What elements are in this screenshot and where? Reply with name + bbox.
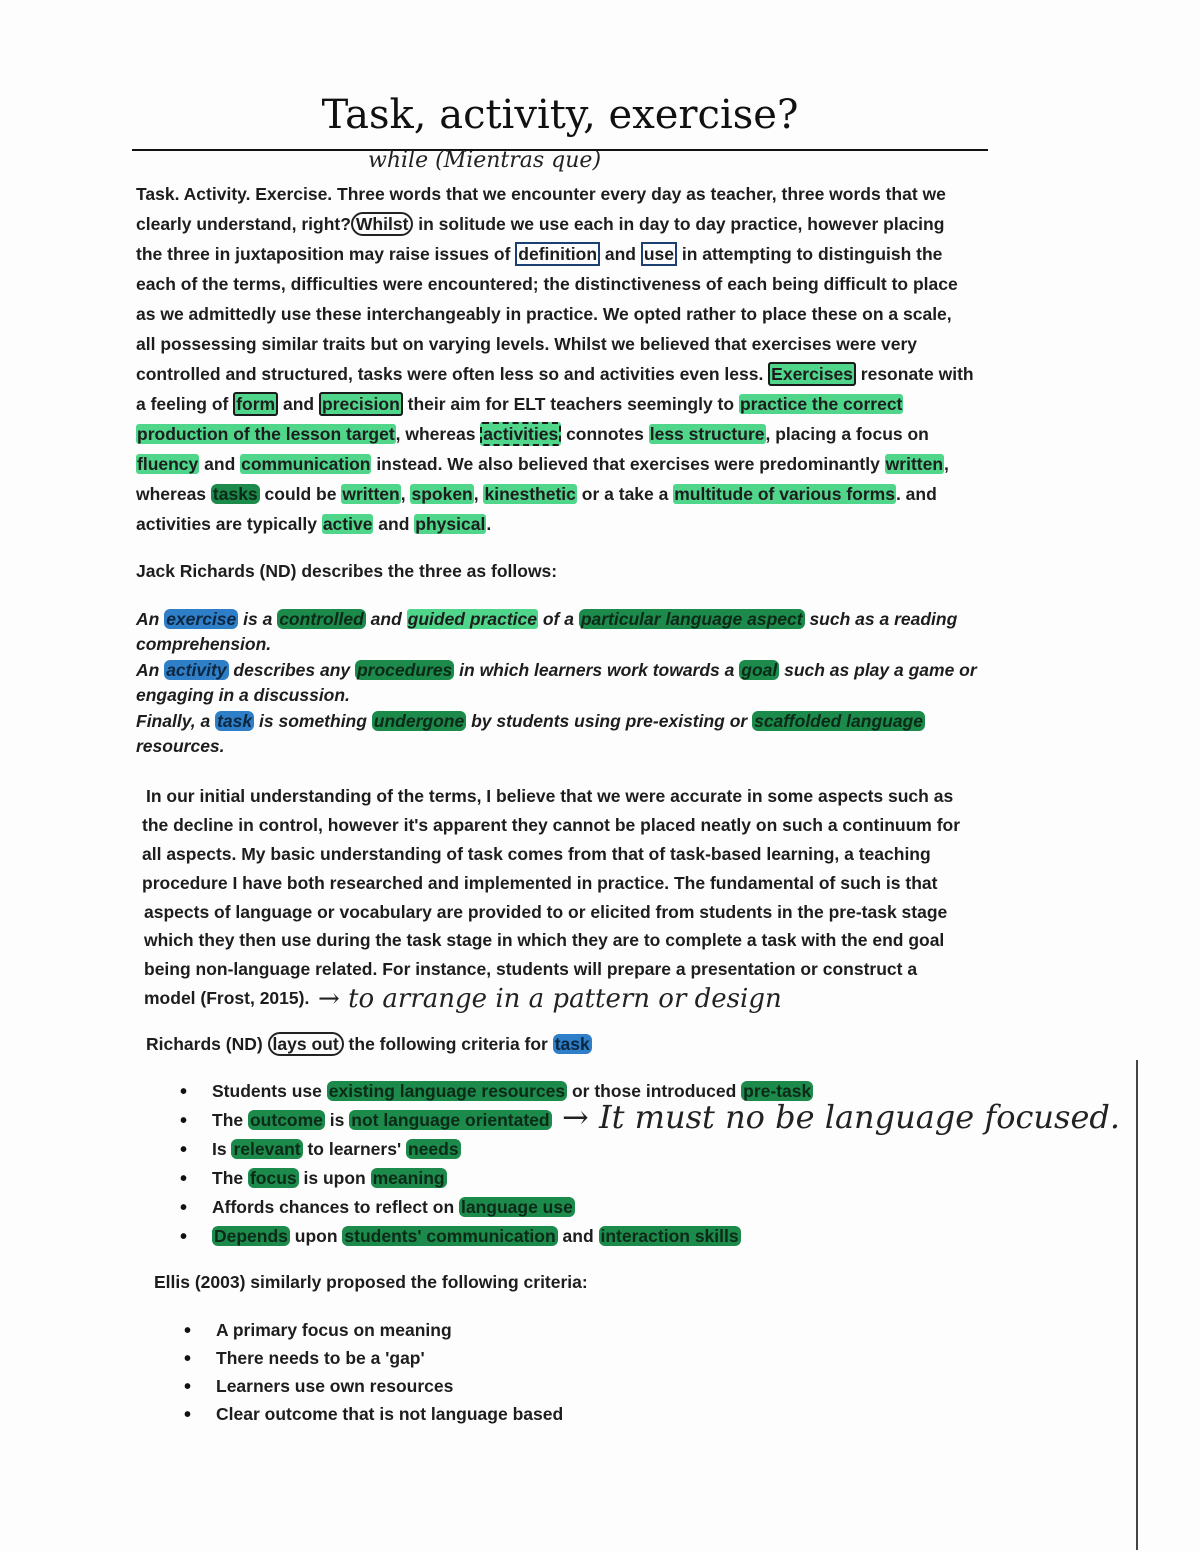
para1-line-10: fluency and communication instead. We also believed that exercises were predominantly written,: [137, 454, 949, 474]
page-title: Task, activity, exercise?: [321, 92, 799, 138]
highlight-meaning: meaning: [372, 1168, 445, 1188]
def-exercise-line-1: An exercise is a controlled and guided practice of a particular language aspect such as a reading: [136, 609, 958, 629]
highlight-written: written: [885, 454, 944, 474]
highlight-task-criteria: task: [554, 1034, 590, 1054]
para1-line-8: a feeling of form and precision their aim for ELT teachers seemingly to practice the correct: [136, 394, 903, 414]
page-edge-shadow: [1136, 1060, 1138, 1550]
highlight-activity: activity: [166, 660, 227, 680]
highlight-spoken: spoken: [411, 484, 473, 504]
ellis-item: • Clear outcome that is not language based: [216, 1404, 563, 1425]
highlight-tasks: tasks: [212, 484, 258, 504]
highlight-less-structure: less structure: [649, 424, 765, 444]
para2-line-7: being non-language related. For instance, students will prepare a presentation or construct a: [144, 959, 918, 979]
para1-line-9: production of the lesson target, whereas activities connotes less structure, placing a focus on: [137, 424, 929, 444]
highlight-existing-resources: existing language resources: [328, 1081, 566, 1101]
boxed-word-precision: precision: [319, 392, 403, 416]
highlight-communication: communication: [241, 454, 371, 474]
highlight-pre-task: pre-task: [743, 1081, 812, 1101]
richards-criteria-intro: Richards (ND) lays out the following criteria for task: [146, 1034, 590, 1054]
def-activity-line-2: engaging in a discussion.: [136, 685, 350, 705]
circled-lays-out: lays out: [268, 1032, 344, 1056]
highlight-interaction-skills: interaction skills: [600, 1226, 739, 1246]
boxed-word-exercises: Exercises: [768, 362, 856, 386]
highlight-production: production of the lesson target: [137, 424, 395, 444]
highlight-task: task: [217, 711, 253, 731]
criteria-item: • Affords chances to reflect on language use: [212, 1197, 575, 1218]
highlight-undergone: undergone: [373, 711, 465, 731]
highlight-not-language: not language orientated: [351, 1110, 550, 1130]
para1-line-2: clearly understand, right? Whilst in solitude we use each in day to day practice, however placing: [136, 214, 945, 234]
highlight-relevant: relevant: [233, 1139, 301, 1159]
highlight-procedures: procedures: [356, 660, 453, 680]
handwritten-note-focused: → It must no be language focused.: [562, 1098, 1121, 1136]
highlight-particular-language: particular language aspect: [580, 609, 803, 629]
para2-line-3: all aspects. My basic understanding of task comes from that of task-based learning, a teaching: [142, 844, 931, 864]
highlight-students-communication: students' communication: [344, 1226, 556, 1246]
para2-line-1: In our initial understanding of the terms, I believe that we were accurate in some aspects such as: [146, 786, 954, 806]
criteria-item: • Students use existing language resources or those introduced pre-task: [212, 1081, 813, 1102]
highlight-exercise: exercise: [166, 609, 237, 629]
boxed-word-form: form: [233, 392, 278, 416]
para1-line-11: whereas tasks could be written, spoken, kinesthetic or a take a multitude of various forms. and: [136, 484, 937, 504]
para2-line-8: model (Frost, 2015).: [144, 988, 310, 1008]
para2-line-2: the decline in control, however it's apparent they cannot be placed neatly on such a continuum for: [142, 815, 961, 835]
ellis-intro: Ellis (2003) similarly proposed the following criteria:: [154, 1272, 588, 1292]
boxed-word-activities: activities: [480, 422, 561, 446]
def-task-line-1: Finally, a task is something undergone by students using pre-existing or scaffolded language: [136, 711, 923, 731]
highlight-guided-practice: guided practice: [407, 609, 537, 629]
para2-line-6: which they then use during the task stage in which they are to complete a task with the end goal: [144, 930, 945, 950]
def-exercise-line-2: comprehension.: [136, 634, 272, 654]
highlight-practice: practice the correct: [739, 394, 903, 414]
highlight-active: active: [322, 514, 373, 534]
boxed-word-use: use: [641, 242, 677, 266]
para1-line-6: all possessing similar traits but on varying levels. Whilst we believed that exercises were very: [136, 334, 918, 354]
def-task-line-2: resources.: [136, 736, 225, 756]
para1-line-1: Task. Activity. Exercise. Three words that we encounter every day as teacher, three words that we: [136, 184, 946, 204]
para1-line-7: controlled and structured, tasks were often less so and activities even less. Exercises resonate with: [136, 364, 974, 384]
criteria-item: • The focus is upon meaning: [212, 1168, 447, 1189]
criteria-item: • The outcome is not language orientated: [212, 1110, 552, 1131]
ellis-item: • A primary focus on meaning: [216, 1320, 452, 1341]
highlight-controlled: controlled: [279, 609, 364, 629]
highlight-written-2: written: [342, 484, 400, 504]
para1-line-3: the three in juxtaposition may raise issues of definition and use in attempting to distinguish the: [136, 244, 943, 264]
highlight-goal: goal: [741, 660, 778, 680]
highlight-multitude: multitude of various forms: [674, 484, 895, 504]
arrow-icon: →: [318, 984, 349, 1014]
para1-line-4: each of the terms, difficulties were encountered; the distinctiveness of each being difficult to place: [136, 274, 958, 294]
ellis-item: • There needs to be a 'gap': [216, 1348, 425, 1369]
ellis-item: • Learners use own resources: [216, 1376, 453, 1397]
para1-line-12: activities are typically active and physical.: [136, 514, 492, 534]
highlight-fluency: fluency: [137, 454, 199, 474]
highlight-scaffolded: scaffolded language: [754, 711, 923, 731]
criteria-item: • Depends upon students' communication and interaction skills: [212, 1226, 741, 1247]
handwritten-note-pattern: → to arrange in a pattern or design: [318, 984, 782, 1014]
highlight-physical: physical: [415, 514, 486, 534]
arrow-icon: →: [562, 1098, 599, 1136]
circled-word-whilst: Whilst: [351, 212, 414, 236]
highlight-focus: focus: [249, 1168, 297, 1188]
highlight-needs: needs: [407, 1139, 459, 1159]
para2-line-5: aspects of language or vocabulary are provided to or elicited from students in the pre-task stage: [144, 902, 948, 922]
para1-line-5: as we admittedly use these interchangeably in practice. We opted rather to place these on a scale,: [136, 304, 952, 324]
def-activity-line-1: An activity describes any procedures in which learners work towards a goal such as play a game or: [136, 660, 977, 680]
highlight-outcome: outcome: [249, 1110, 323, 1130]
highlight-depends: Depends: [214, 1226, 288, 1246]
handwritten-note-while: while (Mientras que): [368, 148, 602, 173]
highlight-kinesthetic: kinesthetic: [484, 484, 576, 504]
boxed-word-definition: definition: [515, 242, 600, 266]
highlight-language-use: language use: [461, 1197, 573, 1217]
criteria-item: • Is relevant to learners' needs: [212, 1139, 461, 1160]
richards-intro: Jack Richards (ND) describes the three as follows:: [136, 561, 558, 581]
para2-line-4: procedure I have both researched and implemented in practice. The fundamental of such is that: [142, 873, 938, 893]
